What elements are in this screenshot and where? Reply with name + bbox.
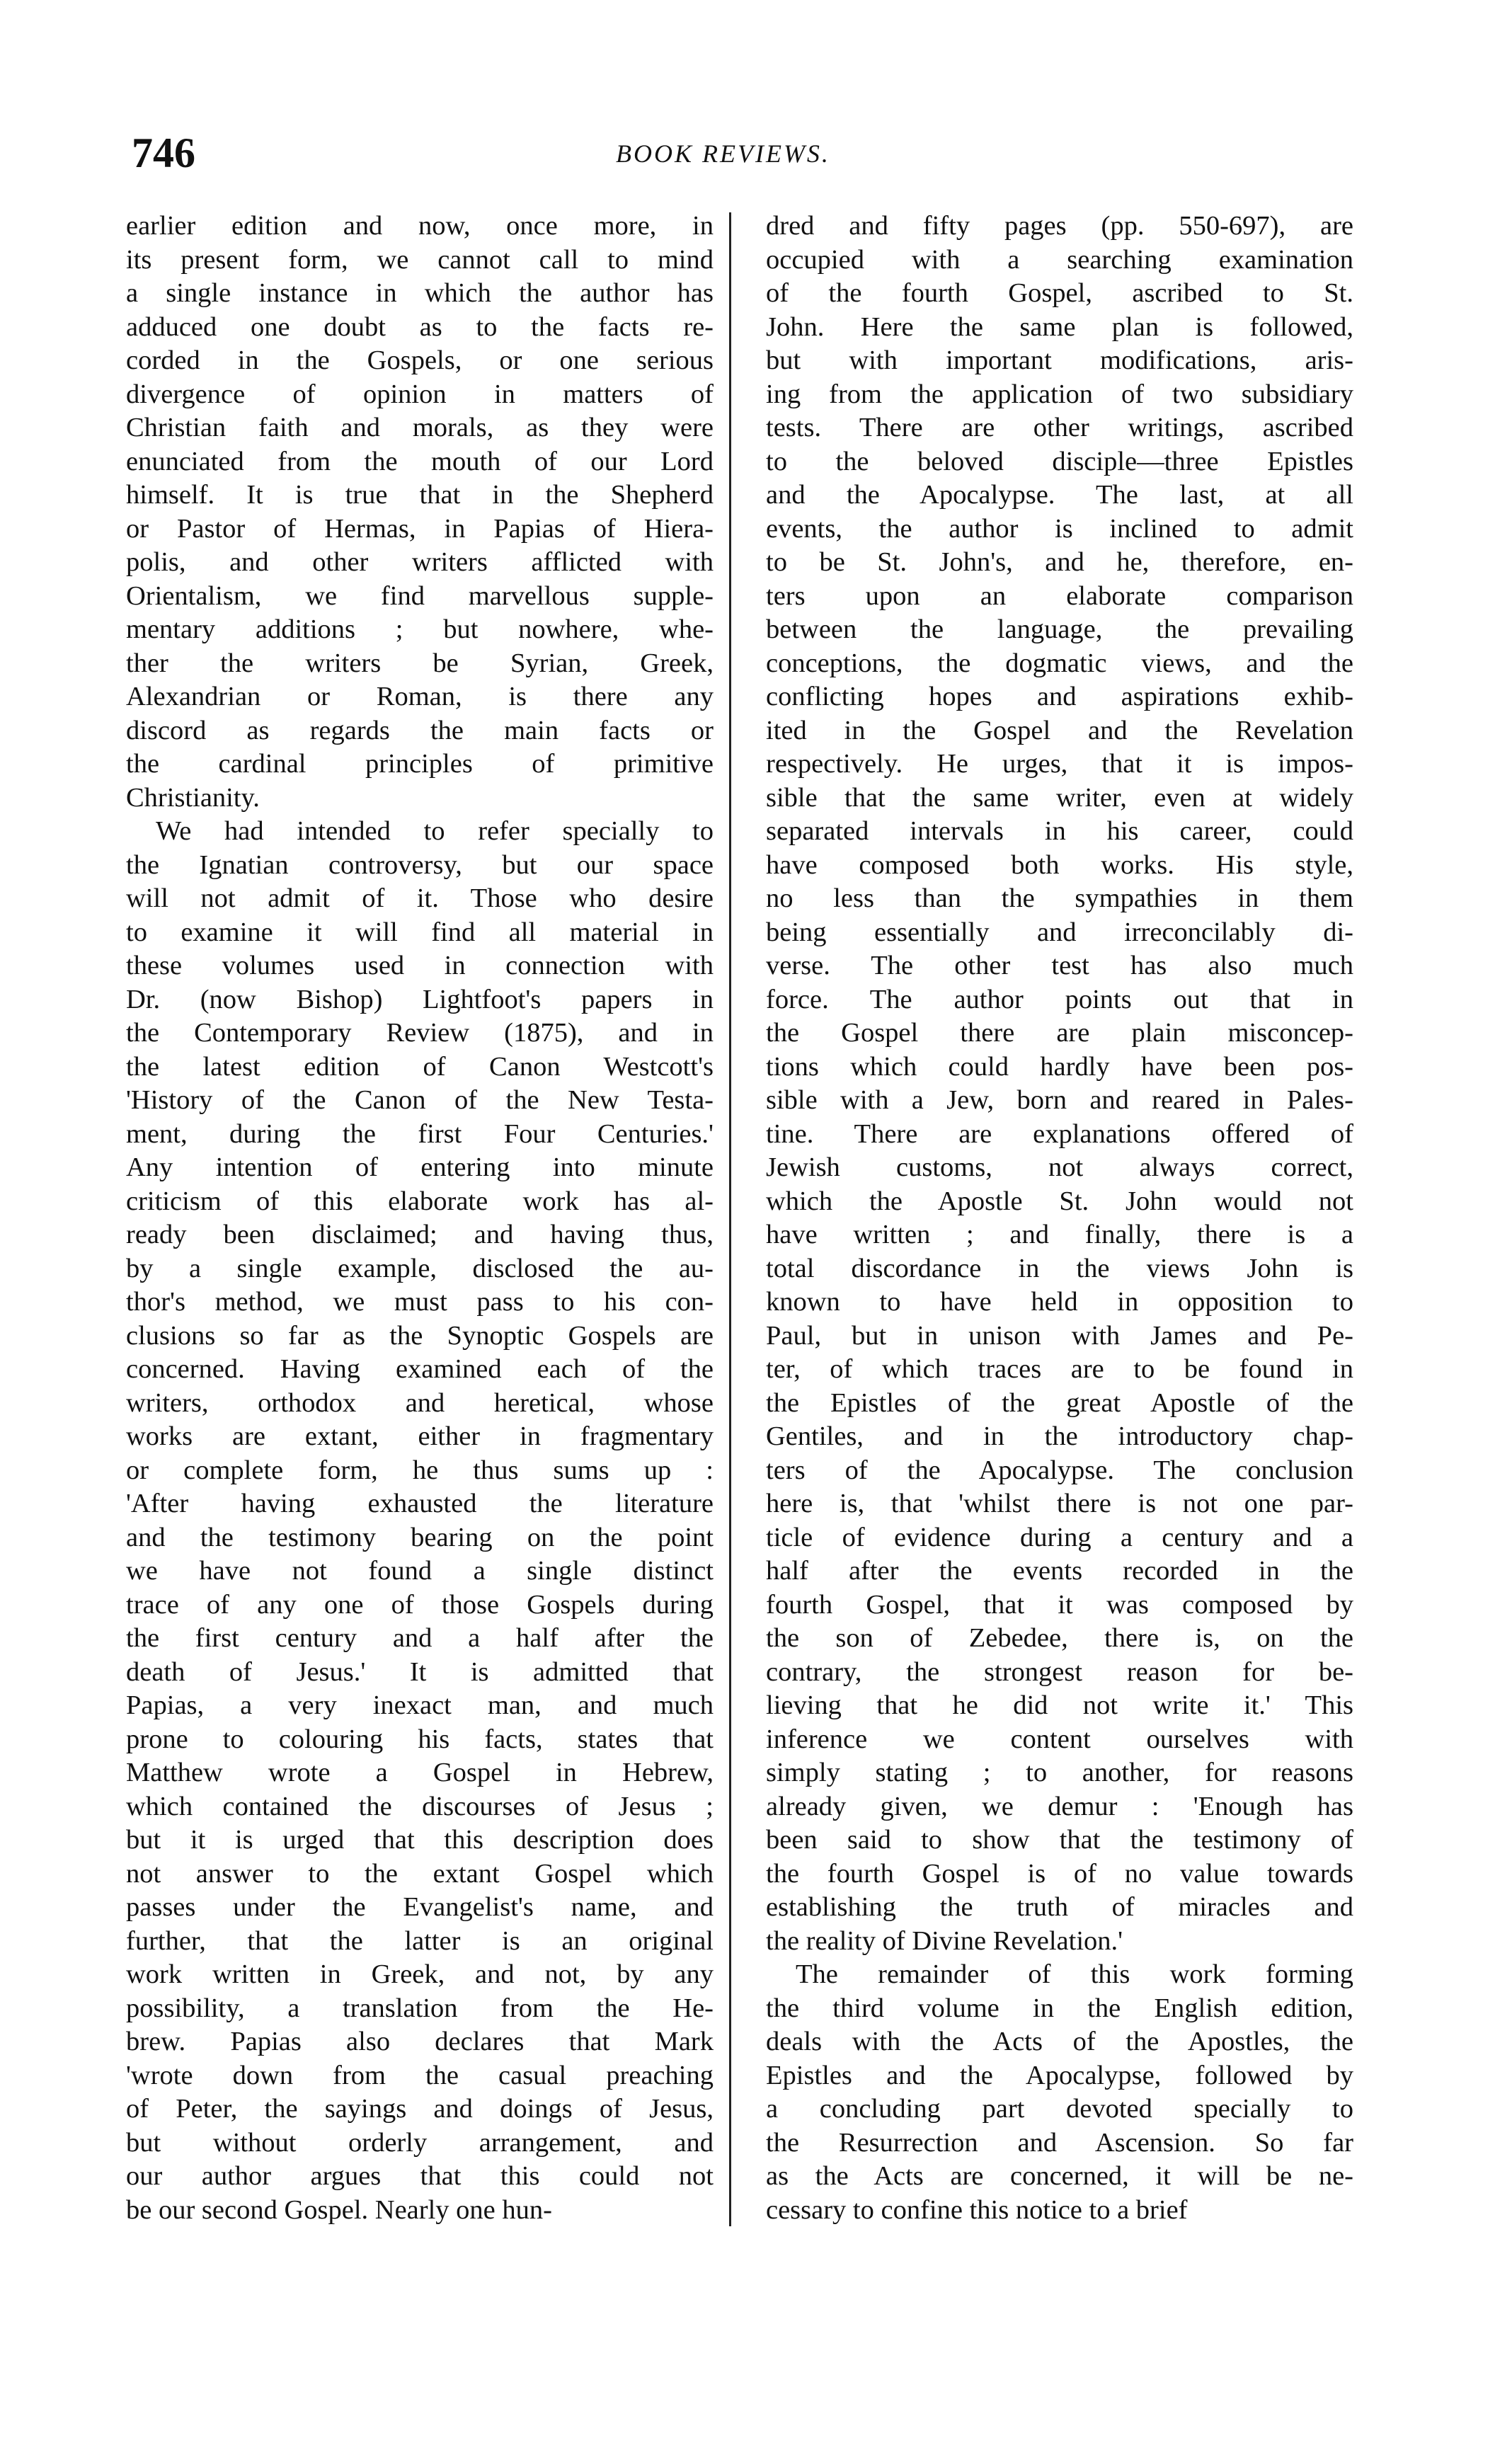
text-line: corded in the Gospels, or one serious [126,345,714,375]
running-head: BOOK REVIEWS. [616,139,830,168]
text-line: separated intervals in his career, could [766,816,1353,846]
text-line: verse. The other test has also much [766,951,1353,980]
text-line: inference we content ourselves with [766,1724,1353,1754]
text-line: the fourth Gospel is of no value towards [766,1858,1353,1889]
text-line: as the Acts are concerned, it will be ne- [766,2161,1353,2191]
text-line: the reality of Divine Revelation.' [766,1925,1123,1956]
text-line: prone to colouring his facts, states that [126,1724,714,1754]
text-line: passes under the Evangelist's name, and [126,1892,714,1922]
text-line: occupied with a searching examination [766,244,1353,275]
text-line: by a single example, disclosed the au- [126,1253,714,1283]
text-line: have written ; and finally, there is a [766,1220,1353,1249]
text-line: works are extant, either in fragmentary [126,1421,714,1451]
text-line: conceptions, the dogmatic views, and the [766,648,1353,678]
text-line: which contained the discourses of Jesus ; [126,1791,714,1821]
text-line: Any intention of entering into minute [126,1152,714,1182]
text-line: conflicting hopes and aspirations exhib- [766,682,1353,711]
text-line: concerned. Having examined each of the [126,1354,714,1384]
text-line: lieving that he did not write it.' This [766,1690,1353,1720]
text-line: but with important modifications, aris- [766,345,1353,375]
text-line: criticism of this elaborate work has al- [126,1186,714,1216]
text-line: thor's method, we must pass to his con- [126,1287,714,1317]
text-line: Matthew wrote a Gospel in Hebrew, [126,1758,714,1787]
text-line: be our second Gospel. Nearly one hun- [126,2194,552,2225]
text-line: ready been disclaimed; and having thus, [126,1220,714,1249]
text-line: ters upon an elaborate comparison [766,580,1353,611]
text-line: Orientalism, we find marvellous supple- [126,580,714,611]
text-line: mentary additions ; but nowhere, whe- [126,614,714,644]
text-line: ticle of evidence during a century and a [766,1522,1353,1552]
text-line: establishing the truth of miracles and [766,1892,1353,1922]
text-line: tests. There are other writings, ascribed [766,413,1353,442]
text-line: to be St. John's, and he, therefore, en- [766,547,1353,577]
text-line: work written in Greek, and not, by any [126,1959,714,1989]
text-line: fourth Gospel, that it was composed by [766,1589,1353,1620]
text-line: the cardinal principles of primitive [126,749,714,779]
text-line: dred and fifty pages (pp. 550-697), are [766,211,1353,241]
text-line: adduced one doubt as to the facts re- [126,311,714,342]
text-line: its present form, we cannot call to mind [126,244,714,275]
text-line: of Peter, the sayings and doings of Jesus, [126,2094,714,2124]
text-line: deals with the Acts of the Apostles, the [766,2027,1353,2056]
text-line: the Contemporary Review (1875), and in [126,1018,714,1048]
text-line: between the language, the prevailing [766,614,1353,644]
page-number: 746 [132,130,195,176]
text-line: contrary, the strongest reason for be- [766,1656,1353,1687]
text-line: but without orderly arrangement, and [126,2127,714,2158]
text-line: Paul, but in unison with James and Pe- [766,1320,1353,1351]
text-line: events, the author is inclined to admit [766,513,1353,544]
text-line: the first century and a half after the [126,1623,714,1653]
text-line: 'wrote down from the casual preaching [126,2060,714,2090]
text-line: divergence of opinion in matters of [126,379,714,409]
text-line: the Ignatian controversy, but our space [126,849,714,880]
text-line: further, that the latter is an original [126,1925,714,1956]
text-line: Gentiles, and in the introductory chap- [766,1421,1353,1451]
text-line: Jewish customs, not always correct, [766,1152,1353,1182]
text-line: these volumes used in connection with [126,951,714,980]
text-line: death of Jesus.' It is admitted that [126,1656,714,1687]
text-line: or Pastor of Hermas, in Papias of Hiera- [126,513,714,544]
left-column [126,210,714,2227]
text-line: half after the events recorded in the [766,1556,1353,1586]
text-line: which the Apostle St. John would not [766,1186,1353,1216]
text-line: have composed both works. His style, [766,849,1353,880]
text-line: ing from the application of two subsidiary [766,379,1353,409]
text-line: simply stating ; to another, for reasons [766,1758,1353,1787]
text-line: 'History of the Canon of the New Testa- [126,1085,714,1115]
text-line: no less than the sympathies in them [766,883,1353,913]
text-line: the latest edition of Canon Westcott's [126,1051,714,1082]
text-line: Alexandrian or Roman, is there any [126,682,714,711]
text-line: the Resurrection and Ascension. So far [766,2127,1353,2158]
text-line: Christianity. [126,782,260,813]
text-line: possibility, a translation from the He- [126,1993,714,2023]
text-line: and the testimony bearing on the point [126,1522,714,1552]
text-line: himself. It is true that in the Shepherd [126,480,714,510]
text-line: clusions so far as the Synoptic Gospels are [126,1320,714,1351]
text-line: discord as regards the main facts or [126,715,714,745]
text-line: The remainder of this work forming [796,1959,1353,1989]
text-line: to examine it will find all material in [126,917,714,947]
text-line: will not admit of it. Those who desire [126,883,714,913]
text-line: tions which could hardly have been pos- [766,1051,1353,1082]
text-line: ter, of which traces are to be found in [766,1354,1353,1384]
text-line: sible that the same writer, even at widely [766,782,1353,813]
text-line: the son of Zebedee, there is, on the [766,1623,1353,1653]
text-line: not answer to the extant Gospel which [126,1858,714,1889]
text-line: earlier edition and now, once more, in [126,211,714,241]
text-line: our author argues that this could not [126,2161,714,2191]
text-line: Epistles and the Apocalypse, followed by [766,2060,1353,2090]
text-line: brew. Papias also declares that Mark [126,2027,714,2056]
text-line: the Gospel there are plain misconcep- [766,1018,1353,1048]
text-line: already given, we demur : 'Enough has [766,1791,1353,1821]
text-line: ther the writers be Syrian, Greek, [126,648,714,678]
text-line: or complete form, he thus sums up : [126,1455,714,1485]
text-line: ters of the Apocalypse. The conclusion [766,1455,1353,1485]
text-line: to the beloved disciple—three Epistles [766,446,1353,476]
text-line: John. Here the same plan is followed, [766,311,1353,342]
text-line: sible with a Jew, born and reared in Pales- [766,1085,1353,1115]
text-line: tine. There are explanations offered of [766,1118,1353,1149]
right-column [766,210,1353,2227]
column-rule [729,212,731,2226]
text-line: the third volume in the English edition, [766,1993,1353,2023]
text-line: Papias, a very inexact man, and much [126,1690,714,1720]
text-line: We had intended to refer specially to [156,816,714,846]
text-line: respectively. He urges, that it is impos- [766,749,1353,779]
text-line: a concluding part devoted specially to [766,2094,1353,2124]
text-line: of the fourth Gospel, ascribed to St. [766,278,1353,308]
text-line: writers, orthodox and heretical, whose [126,1387,714,1418]
text-line: the Epistles of the great Apostle of the [766,1387,1353,1418]
text-line: being essentially and irreconcilably di- [766,917,1353,947]
text-line: trace of any one of those Gospels during [126,1589,714,1620]
text-line: 'After having exhausted the literature [126,1489,714,1518]
text-line: total discordance in the views John is [766,1253,1353,1283]
text-line: we have not found a single distinct [126,1556,714,1586]
text-line: enunciated from the mouth of our Lord [126,446,714,476]
text-line: been said to show that the testimony of [766,1825,1353,1855]
text-line: known to have held in opposition to [766,1287,1353,1317]
text-line: ited in the Gospel and the Revelation [766,715,1353,745]
text-line: and the Apocalypse. The last, at all [766,480,1353,510]
text-line: Dr. (now Bishop) Lightfoot's papers in [126,984,714,1014]
text-line: cessary to confine this notice to a brief [766,2194,1188,2225]
text-line: force. The author points out that in [766,984,1353,1014]
text-line: a single instance in which the author has [126,278,714,308]
text-line: Christian faith and morals, as they were [126,413,714,442]
text-line: here is, that 'whilst there is not one par- [766,1489,1353,1518]
text-line: ment, during the first Four Centuries.' [126,1118,714,1149]
text-line: but it is urged that this description does [126,1825,714,1855]
text-line: polis, and other writers afflicted with [126,547,714,577]
